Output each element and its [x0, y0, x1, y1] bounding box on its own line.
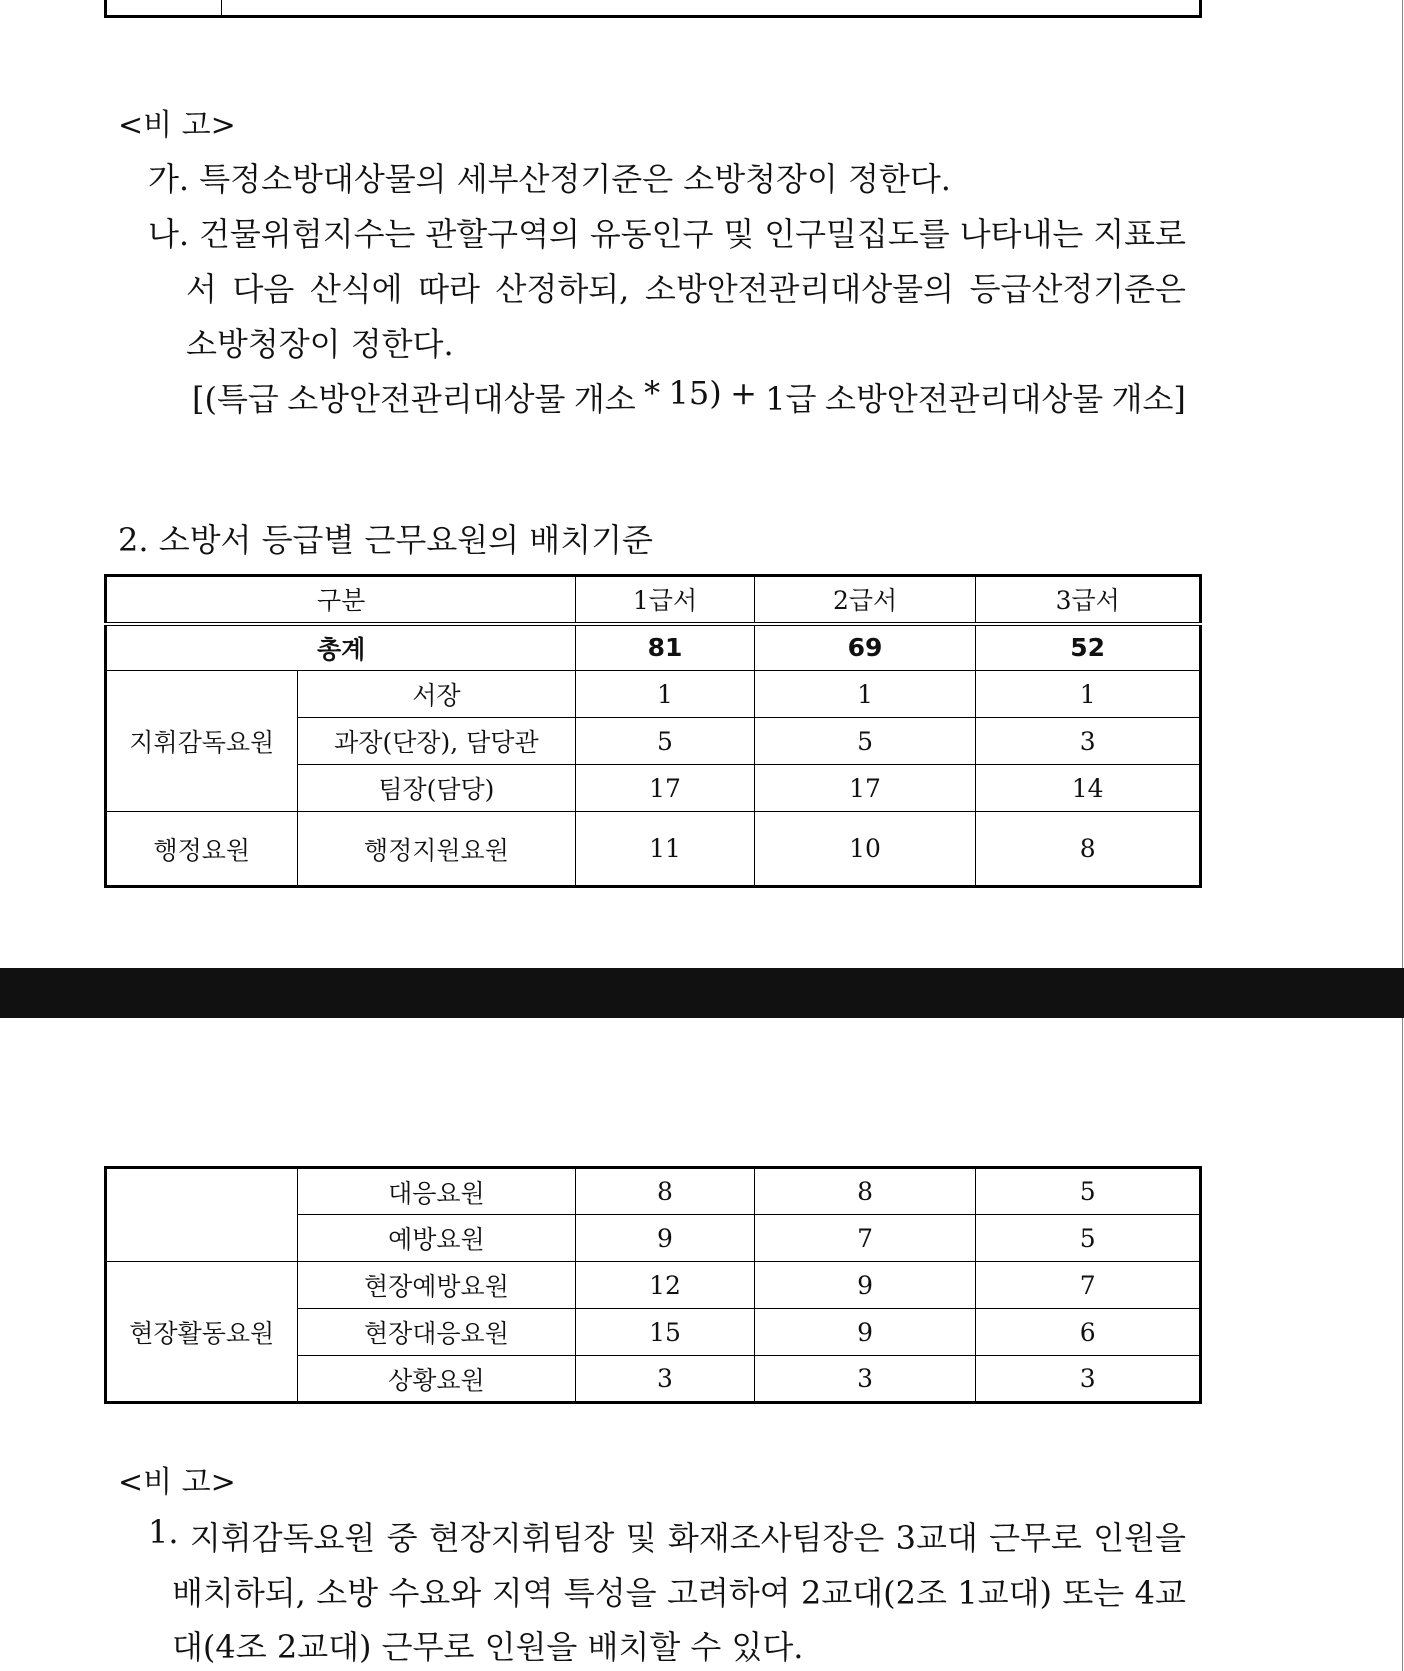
word: 나. [148, 215, 190, 253]
word: 특성을 [563, 1574, 657, 1612]
previous-table-bottom [104, 0, 1202, 18]
word: 지역 [491, 1574, 554, 1612]
row-grade3: 6 [976, 1309, 1201, 1356]
word: 나타내는 [959, 215, 1084, 253]
word: + [730, 374, 757, 412]
word: 따라 [418, 270, 480, 308]
remark-na-line1 [148, 209, 1186, 255]
word: 산정하되, [495, 270, 630, 308]
row-subcategory: 팀장(담당) [297, 765, 576, 812]
word: 1교대) [957, 1574, 1052, 1612]
word: 1급 [765, 380, 817, 418]
row-grade1: 15 [576, 1309, 754, 1356]
row-grade1: 8 [576, 1168, 754, 1215]
remark-heading-2: <비 고> [118, 1465, 236, 1500]
word: 관할구역의 [425, 215, 580, 253]
remark2-line1 [148, 1513, 1186, 1559]
word: 화재조사팀장은 [667, 1519, 885, 1557]
word: 산식에 [309, 270, 403, 308]
row-grade1: 9 [576, 1215, 754, 1262]
word: 인구밀집도를 [764, 215, 950, 253]
word: 고려하여 [666, 1574, 791, 1612]
row-grade2: 7 [754, 1215, 976, 1262]
row-grade3: 3 [976, 718, 1201, 765]
total-grade3: 52 [976, 624, 1201, 671]
group-continued-empty [106, 1168, 298, 1262]
row-subcategory: 행정지원요원 [297, 812, 576, 887]
total-grade2: 69 [754, 624, 976, 671]
total-label: 총계 [106, 624, 576, 671]
row-grade3: 5 [976, 1215, 1201, 1262]
row-grade1: 1 [576, 671, 754, 718]
row-subcategory: 현장예방요원 [297, 1262, 576, 1309]
group-supervisory: 지휘감독요원 [106, 671, 298, 812]
staffing-table-part1 [104, 574, 1202, 888]
word: 등급산정기준은 [969, 270, 1186, 308]
header-category: 구분 [106, 576, 576, 624]
row-grade2: 5 [754, 718, 976, 765]
word: 소방안전관리대상물 [287, 380, 566, 418]
word: 근무로 [989, 1519, 1082, 1557]
page-right-border [1402, 0, 1403, 1671]
word: 소방 [316, 1574, 379, 1612]
table-row [106, 671, 1201, 718]
word: 서 [186, 270, 217, 308]
word: 개소] [1111, 380, 1186, 418]
group-field: 현장활동요원 [106, 1262, 298, 1403]
word: 및 [723, 215, 755, 253]
row-grade2: 3 [754, 1356, 976, 1403]
word: 2교대(2조 [800, 1574, 947, 1612]
row-grade1: 12 [576, 1262, 754, 1309]
word: 및 [625, 1519, 657, 1557]
remark2-line3: 대(4조 2교대) 근무로 인원을 배치할 수 있다. [172, 1628, 804, 1666]
group-admin: 행정요원 [106, 812, 298, 887]
row-grade1: 17 [576, 765, 754, 812]
word: 인원을 [1093, 1519, 1186, 1557]
word: 중 [386, 1519, 418, 1557]
remark-na-line2 [186, 264, 1186, 310]
staffing-table-part2 [104, 1166, 1202, 1404]
row-grade2: 9 [754, 1262, 976, 1309]
word: 현장지휘팀장 [428, 1519, 615, 1557]
word: 배치하되, [172, 1574, 306, 1612]
row-grade3: 7 [976, 1262, 1201, 1309]
remark2-line2 [172, 1568, 1186, 1614]
row-grade2: 17 [754, 765, 976, 812]
word: 소방안전관리대상물 [824, 380, 1104, 418]
page-break-band [0, 968, 1404, 1018]
word: 지휘감독요원 [189, 1519, 376, 1557]
word: * [644, 374, 661, 412]
word: 유동인구 [589, 215, 714, 253]
word: 또는 [1062, 1574, 1125, 1612]
word: 소방안전관리대상물의 [644, 270, 955, 308]
word: 지표로 [1093, 215, 1186, 253]
total-row [106, 624, 1201, 671]
row-grade1: 3 [576, 1356, 754, 1403]
row-subcategory: 현장대응요원 [297, 1309, 576, 1356]
formula-line [192, 374, 1186, 420]
row-subcategory: 서장 [297, 671, 576, 718]
section-title: 2. 소방서 등급별 근무요원의 배치기준 [118, 521, 653, 559]
row-grade3: 3 [976, 1356, 1201, 1403]
row-grade2: 9 [754, 1309, 976, 1356]
word: 1. [148, 1513, 179, 1551]
word: 건물위험지수는 [199, 215, 416, 253]
header-grade3: 3급서 [976, 576, 1201, 624]
row-grade2: 10 [754, 812, 976, 887]
row-grade1: 5 [576, 718, 754, 765]
row-subcategory: 예방요원 [297, 1215, 576, 1262]
row-subcategory: 과장(단장), 담당관 [297, 718, 576, 765]
row-subcategory: 대응요원 [297, 1168, 576, 1215]
table-row [106, 1168, 1201, 1215]
word: 3교대 [895, 1519, 978, 1557]
table-header-row [106, 576, 1201, 624]
table-row [106, 812, 1201, 887]
row-subcategory: 상황요원 [297, 1356, 576, 1403]
row-grade3: 14 [976, 765, 1201, 812]
table-row [106, 1262, 1201, 1309]
row-grade3: 8 [976, 812, 1201, 887]
row-grade1: 11 [576, 812, 754, 887]
header-grade1: 1급서 [576, 576, 754, 624]
word: 다음 [232, 270, 295, 308]
total-grade1: 81 [576, 624, 754, 671]
word: [(특급 [192, 380, 279, 418]
word: 수요와 [388, 1574, 482, 1612]
previous-table-column-line [221, 0, 222, 15]
row-grade2: 1 [754, 671, 976, 718]
remark-ga: 가. 특정소방대상물의 세부산정기준은 소방청장이 정한다. [148, 160, 951, 198]
word: 4교 [1134, 1574, 1186, 1612]
word: 15) [668, 374, 722, 412]
row-grade3: 5 [976, 1168, 1201, 1215]
header-grade2: 2급서 [754, 576, 976, 624]
row-grade3: 1 [976, 671, 1201, 718]
remark-heading: <비 고> [118, 108, 236, 143]
row-grade2: 8 [754, 1168, 976, 1215]
word: 개소 [573, 380, 636, 418]
remark-na-line3: 소방청장이 정한다. [186, 325, 454, 363]
